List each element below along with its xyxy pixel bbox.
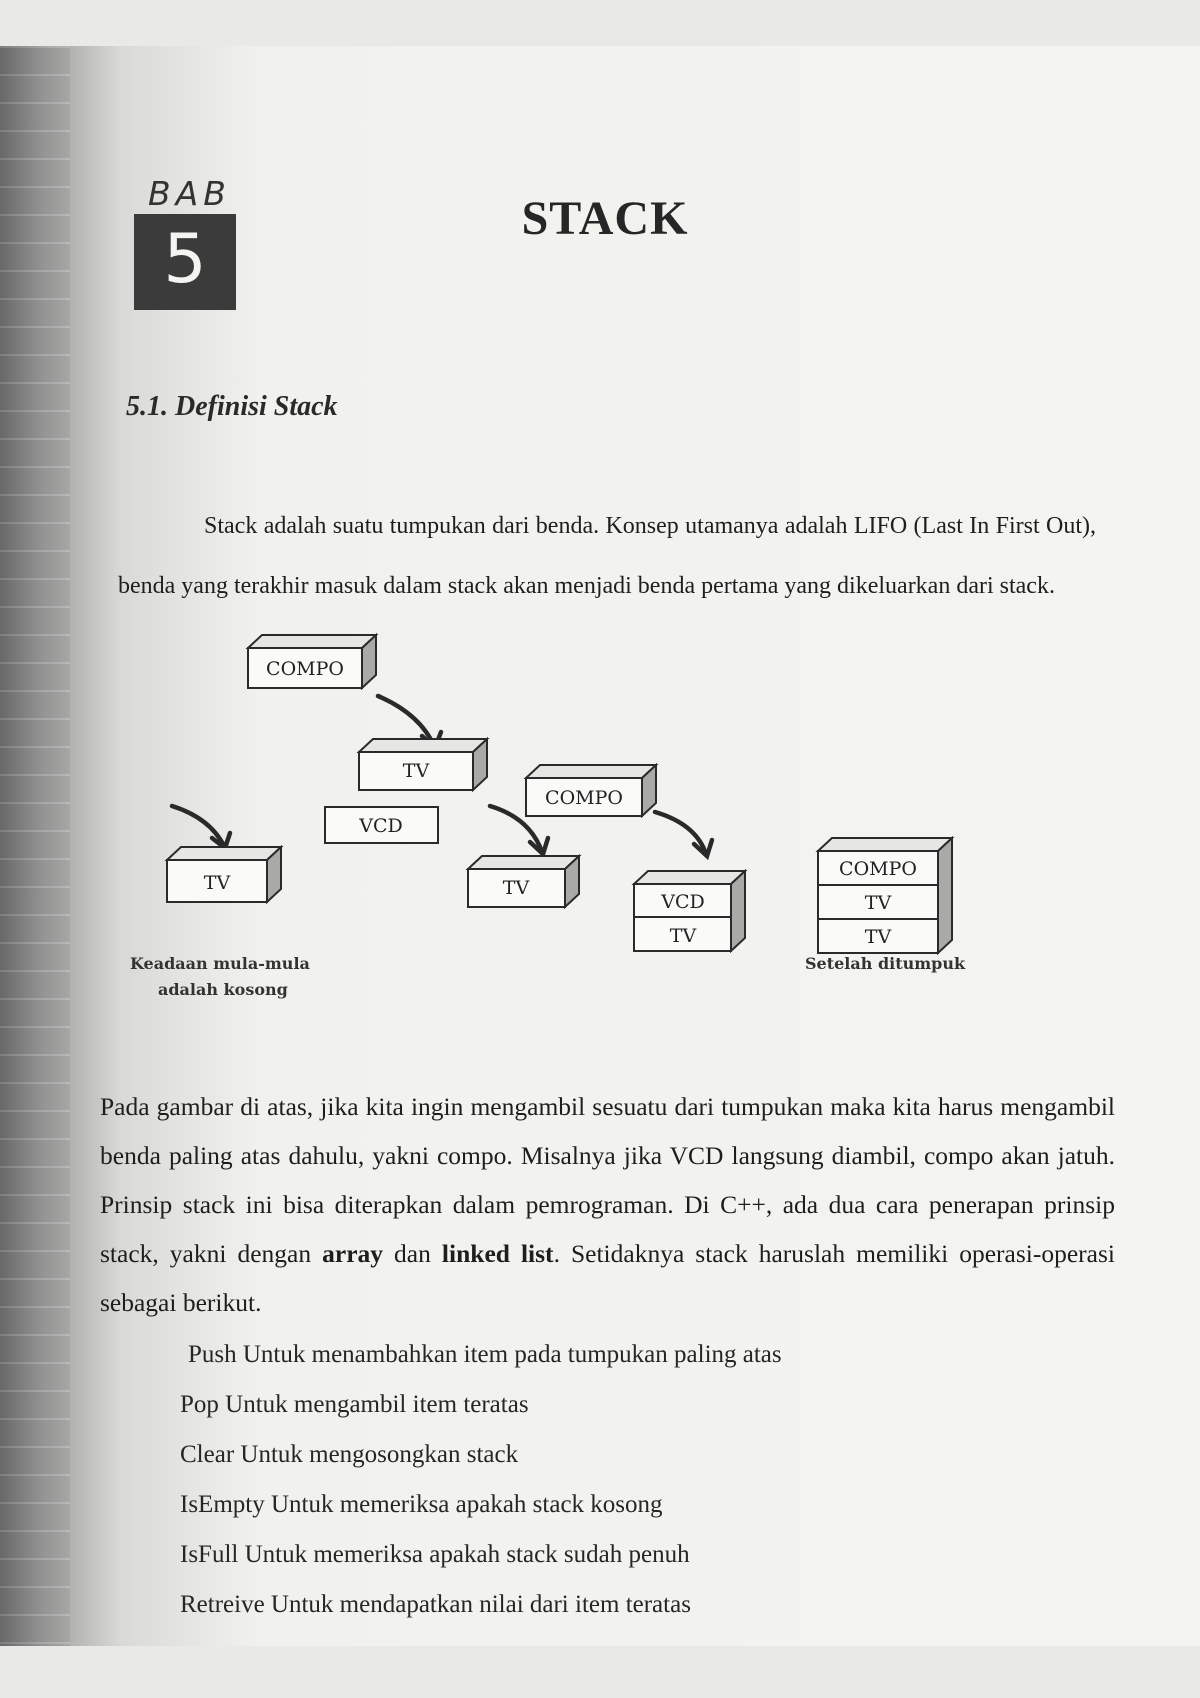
chapter-number: 5 — [163, 220, 207, 299]
box-label-tv: TV — [669, 925, 697, 947]
box-label-vcd: VCD — [661, 891, 705, 913]
operation-isempty: IsEmpty Untuk memeriksa apakah stack kosong — [180, 1491, 663, 1518]
box-label-compo: COMPO — [545, 787, 623, 809]
stack-vcd-tv — [634, 871, 745, 951]
box-vcd-flat — [325, 807, 438, 843]
operation-push: Push Untuk menambahkan item pada tumpukan paling atas — [188, 1341, 782, 1368]
body-paragraph — [100, 1082, 1115, 1327]
box-label-tv: TV — [402, 760, 430, 782]
operation-pop: Pop Untuk mengambil item teratas — [180, 1391, 529, 1418]
box-label-vcd: VCD — [359, 815, 403, 837]
operation-isfull: IsFull Untuk memeriksa apakah stack sudah penuh — [180, 1541, 690, 1568]
box-compo-pending — [526, 765, 656, 816]
box-label-tv: TV — [864, 892, 892, 914]
caption-initial-line1: Keadaan mula-mula — [130, 954, 310, 973]
box-label-compo: COMPO — [839, 858, 917, 880]
intro-paragraph: Stack adalah suatu tumpukan dari benda. Konsep utamanya adalah LIFO (Last In First Out), benda yang terakhir masuk dalam stack akan menjadi benda pertama yang dikeluarkan dari stack. — [118, 513, 1096, 599]
box-tv-start — [167, 847, 281, 902]
box-label-tv: TV — [203, 872, 231, 894]
caption-initial-line2: adalah kosong — [158, 980, 288, 999]
box-label-tv: TV — [864, 926, 892, 948]
chapter-title: STACK — [521, 192, 689, 245]
term-array: array — [322, 1238, 384, 1268]
caption-stacked: Setelah ditumpuk — [805, 954, 966, 973]
operation-clear: Clear Untuk mengosongkan stack — [180, 1441, 519, 1468]
operation-retreive: Retreive Untuk mendapatkan nilai dari item teratas — [180, 1591, 691, 1618]
section-heading: 5.1. Definisi Stack — [126, 391, 338, 422]
body-text-middle: dan — [383, 1238, 442, 1268]
box-tv-middle — [359, 739, 487, 790]
chapter-label: BAB — [148, 174, 231, 213]
operations-list — [180, 1330, 782, 1630]
term-linked-list: linked list — [441, 1238, 554, 1268]
box-tv-center — [468, 856, 579, 907]
stack-final — [818, 838, 952, 953]
box-compo-falling — [248, 635, 376, 688]
book-page — [0, 46, 1200, 1646]
body-text-end: . Setidaknya stack haruslah memiliki operasi-operasi sebagai berikut. — [100, 1238, 1115, 1317]
box-label-tv: TV — [502, 877, 530, 899]
body-text-start: Pada gambar di atas, jika kita ingin mengambil sesuatu dari tumpukan maka kita harus mengambil benda paling atas dahulu, yakni compo. Misalnya jika VCD langsung diambil, compo akan jatuh. Prinsip stack ini bisa diterapkan dalam pemrograman. Di C++, ada dua cara penerapan prinsip stack, yakni dengan — [100, 1091, 1115, 1268]
box-label-compo: COMPO — [266, 658, 344, 680]
